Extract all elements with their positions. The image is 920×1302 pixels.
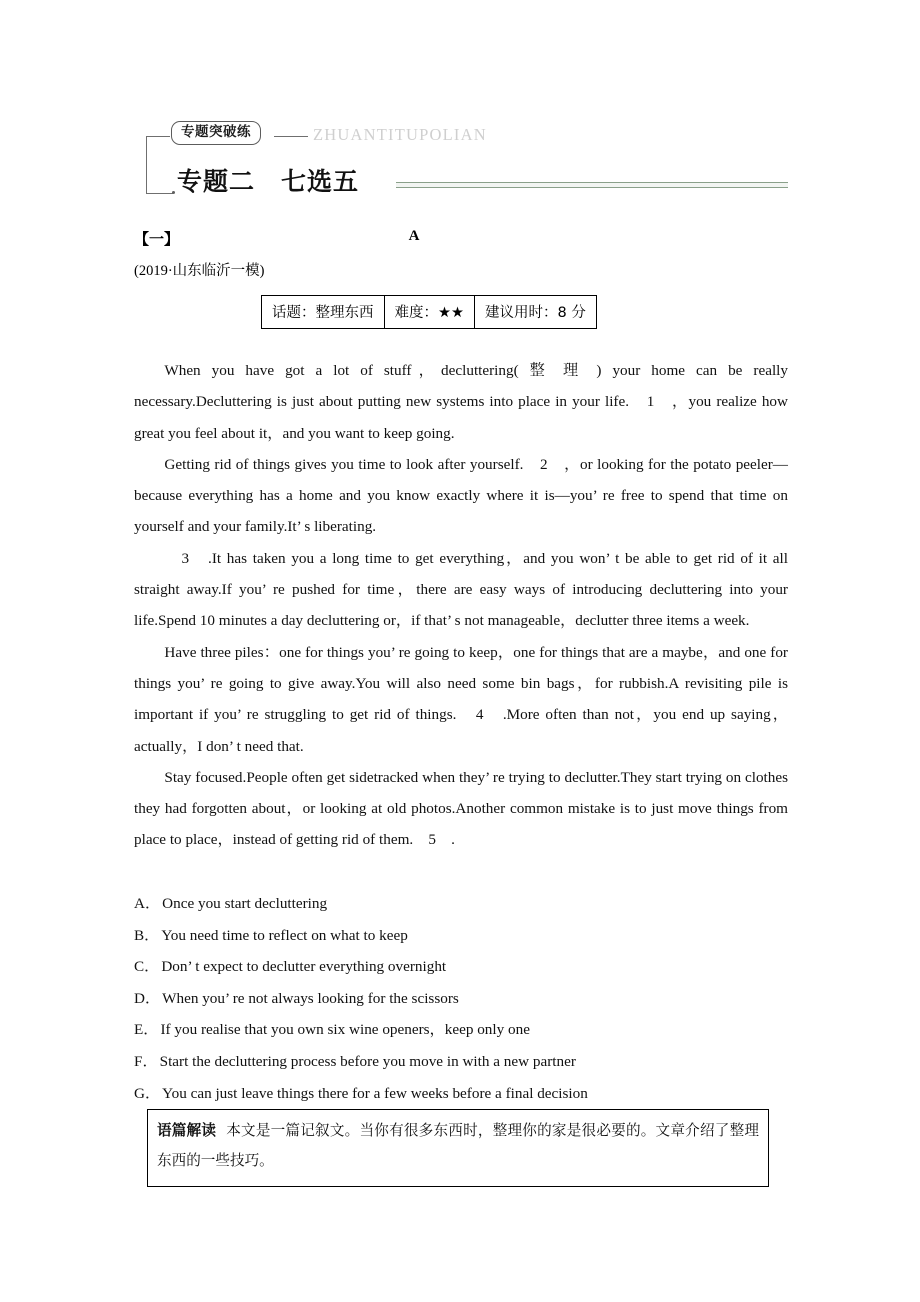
section-header-row <box>134 228 788 250</box>
option-b-key: B． <box>134 926 160 944</box>
info-cell-difficulty: 难度：★★ <box>384 296 475 329</box>
option-g[interactable] <box>134 1078 794 1110</box>
passage-paragraph-3: 3 .It has taken you a long time to get everything，and you won’ t be able to get rid of it all straight away.If you’ re pushed for time，there are easy ways of introducing decluttering into your life.Spend 10 minutes a day decluttering or，if that’ s not manageable，declutter three items a week. <box>134 549 788 630</box>
reading-passage <box>134 355 788 856</box>
section-number: 【一】 <box>134 230 180 248</box>
option-a-key: A． <box>134 895 161 912</box>
option-g-key: G． <box>134 1084 161 1102</box>
option-d-key: D． <box>134 989 161 1007</box>
option-f[interactable] <box>134 1046 794 1078</box>
section-badge: 专题突破练 <box>171 121 261 145</box>
passage-paragraph-1: When you have got a lot of stuff，decluttering( 整 理 ) your home can be really necessary.Decluttering is just about putting new systems into place in your life. 1 ，you realize how great you feel about it，and you want to keep going. <box>134 362 788 442</box>
passage-paragraph-5: Stay focused.People often get sidetracked when they’ re trying to declutter.They start trying on clothes they had forgotten about，or looking at old photos.Another common mistake is to just move things from place to place，instead of getting rid of them. 5 . <box>134 768 788 849</box>
section-letter: A <box>408 228 420 244</box>
explanation-body: 本文是一篇记叙文。当你有很多东西时，整理你的家是很必要的。文章介绍了整理东西的一些技巧。 <box>157 1122 759 1169</box>
header-bracket-top-stub <box>146 136 170 137</box>
option-f-key: F． <box>134 1052 158 1070</box>
page-title: 专题二 七选五 <box>177 167 360 196</box>
passage-explanation-box <box>147 1109 769 1187</box>
explanation-heading: 语篇解读 <box>157 1122 217 1139</box>
option-c-text: Don’ t expect to declutter everything overnight <box>161 958 447 976</box>
option-e-text: If you realise that you own six wine openers，keep only one <box>160 1021 530 1039</box>
title-double-rule <box>396 182 788 188</box>
option-b[interactable] <box>134 920 794 952</box>
option-a-text: Once you start decluttering <box>162 895 328 912</box>
header-bracket-dot <box>172 191 175 194</box>
page-header <box>146 116 788 202</box>
badge-connector-line <box>274 136 308 137</box>
badge-pinyin-label: ZHUANTITUPOLIAN <box>313 125 487 144</box>
info-cell-suggested-time: 建议用时：8 分 <box>475 296 597 329</box>
option-b-text: You need time to reflect on what to keep <box>161 926 408 944</box>
table-row <box>262 296 597 329</box>
passage-paragraph-2: Getting rid of things gives you time to look after yourself. 2 ，or looking for the potato peeler—because everything has a home and you know exactly where it is—you’ re free to spend that time on yourself and your family.It’ s liberating. <box>134 455 788 536</box>
answer-options-list <box>134 888 794 1109</box>
option-c[interactable] <box>134 951 794 983</box>
option-d[interactable] <box>134 983 794 1015</box>
option-e[interactable] <box>134 1014 794 1046</box>
option-e-key: E． <box>134 1021 159 1039</box>
header-bracket-vertical <box>146 136 147 194</box>
passage-paragraph-4: Have three piles：one for things you’ re going to keep，one for things that are a maybe，and one for things you’ re going to give away.You will also need some bin bags，for rubbish.A revisiting pile is important if you’ re struggling to get rid of things. 4 .More often than not，you end up saying，actually，I don’ t need that. <box>134 643 788 755</box>
header-bracket-bottom-stub <box>146 193 173 194</box>
passage-info-table <box>261 295 597 329</box>
explanation-paragraph <box>157 1116 759 1176</box>
option-g-text: You can just leave things there for a few weeks before a final decision <box>162 1084 588 1102</box>
option-f-text: Start the decluttering process before you move in with a new partner <box>159 1052 576 1070</box>
source-citation: (2019·山东临沂一模) <box>134 263 265 279</box>
info-cell-topic: 话题：整理东西 <box>262 296 385 329</box>
option-a[interactable] <box>134 888 794 920</box>
option-c-key: C． <box>134 958 160 976</box>
option-d-text: When you’ re not always looking for the scissors <box>162 989 459 1007</box>
